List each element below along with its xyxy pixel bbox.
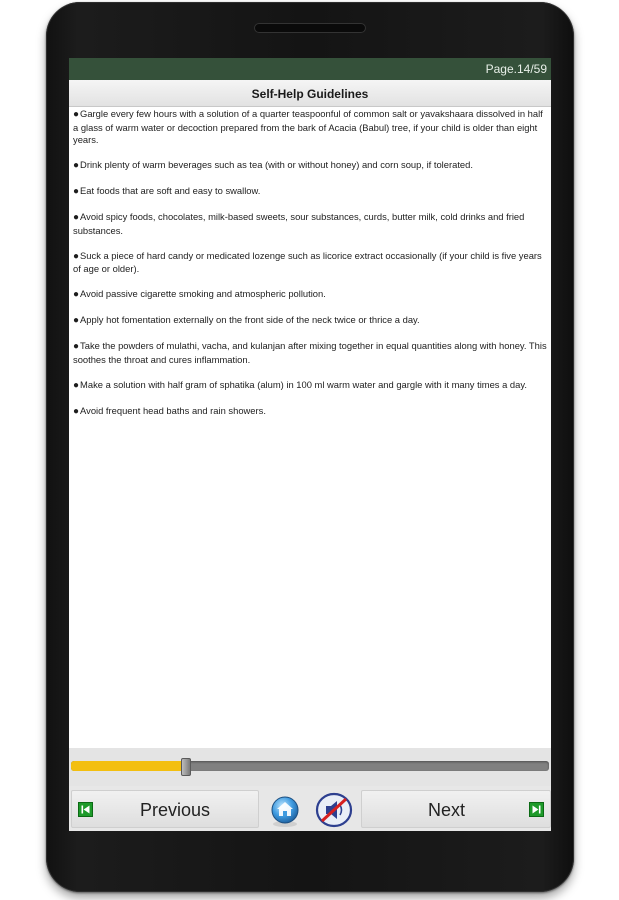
page-progress-slider[interactable] [71,761,549,771]
guideline-item [73,314,547,328]
next-button[interactable] [361,790,551,828]
guideline-text: Avoid spicy foods, chocolates, milk-based sweets, sour substances, curds, butter milk, cold drinks and fried substances. [73,211,525,236]
navigation-bar [69,786,551,831]
bullet-icon: ● [73,405,80,417]
guideline-item [73,211,547,237]
guideline-text: Avoid frequent head baths and rain showers. [80,404,266,416]
speaker-grille [254,23,366,33]
guidelines-list [73,108,547,431]
bullet-icon: ● [73,212,80,223]
guideline-item [73,288,547,302]
bullet-icon: ● [73,379,80,391]
first-page-icon [78,802,93,817]
bullet-icon: ● [73,250,80,262]
page-indicator: Page.14/59 [485,62,547,76]
progress-thumb[interactable] [181,758,191,776]
guideline-text: Make a solution with half gram of sphatika (alum) in 100 ml warm water and gargle with it many times a day. [80,378,527,390]
progress-fill [71,761,184,771]
status-bar [69,58,551,80]
sound-off-icon[interactable] [315,792,353,828]
guideline-item [73,250,547,276]
guideline-item [73,108,547,147]
bullet-icon: ● [73,289,80,300]
guideline-item [73,379,547,393]
bullet-icon: ● [73,341,80,352]
home-icon[interactable] [268,794,302,828]
previous-label: Previous [140,800,211,820]
guideline-item [73,159,547,173]
guideline-item [73,185,547,199]
progress-panel [69,748,551,786]
guideline-text: Eat foods that are soft and easy to swallow. [80,185,261,196]
guideline-text: Apply hot fomentation externally on the front side of the neck twice or thrice a day. [80,314,420,325]
bullet-icon: ● [73,315,80,326]
last-page-icon [529,802,544,817]
center-controls [265,790,357,828]
next-label: Next [428,800,466,820]
page-title: Self-Help Guidelines [69,80,551,107]
bullet-icon: ● [73,160,80,171]
bullet-icon: ● [73,109,80,120]
bullet-icon: ● [73,186,80,197]
guideline-item [73,340,547,366]
guideline-text: Take the powders of mulathi, vacha, and kulanjan after mixing together in equal quantities along with honey. This soothes the throat and cures inflammation. [73,340,547,365]
app-screen [69,58,551,831]
guideline-text: Avoid passive cigarette smoking and atmospheric pollution. [80,288,326,299]
previous-button[interactable] [71,790,259,828]
guideline-text: Suck a piece of hard candy or medicated lozenge such as licorice extract occasionally (if your child is five years of age or older). [73,249,542,274]
guideline-item [73,405,547,419]
guideline-text: Drink plenty of warm beverages such as tea (with or without honey) and corn soup, if tolerated. [80,159,473,170]
guideline-text: Gargle every few hours with a solution of a quarter teaspoonful of common salt or yavakshaara dissolved in half a glass of warm water or decoction prepared from the bark of Acacia (Babul) tree, if your child is older than eight years. [73,108,543,145]
